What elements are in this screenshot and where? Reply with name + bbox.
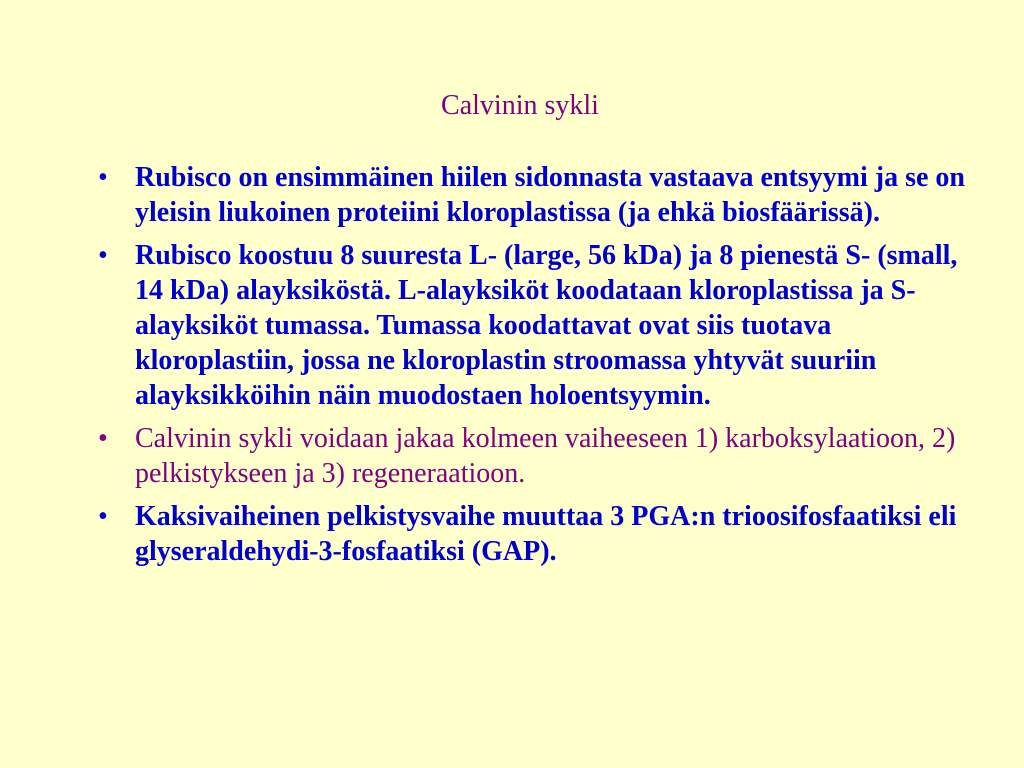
- bullet-dot-icon: •: [98, 501, 108, 532]
- bullet-item-2: [0, 238, 965, 413]
- slide-title: Calvinin sykli: [441, 90, 599, 121]
- bullet-item-4: [0, 499, 965, 569]
- bullet-item-3: [0, 421, 965, 491]
- bullet-text: Rubisco on ensimmäinen hiilen sidonnasta vastaava entsyymi ja se on yleisin liukoinen proteiini kloroplastissa (ja ehkä biosfäärissä).: [135, 162, 966, 228]
- bullet-dot-icon: •: [98, 240, 108, 271]
- bullet-list: [0, 160, 1024, 577]
- bullet-dot-icon: •: [98, 162, 108, 193]
- bullet-text: Kaksivaiheinen pelkistysvaihe muuttaa 3 PGA:n trioosifosfaatiksi eli glyseraldehydi-3-fosfaatiksi (GAP).: [135, 501, 957, 567]
- bullet-dot-icon: •: [98, 423, 108, 454]
- bullet-text: Rubisco koostuu 8 suuresta L- (large, 56 kDa) ja 8 pienestä S- (small, 14 kDa) alayksiköstä. L-alayksiköt koodataan kloroplastissa ja S-alayksiköt tumassa. Tumassa koodattavat ovat siis tuotava kloroplastiin, jossa ne kloroplastin stroomassa yhtyvät suuriin alayksikköihin näin muodostaen holoentsyymin.: [135, 240, 958, 411]
- bullet-text: Calvinin sykli voidaan jakaa kolmeen vaiheeseen 1) karboksylaatioon, 2) pelkistykseen ja 3) regeneraatioon.: [135, 423, 956, 489]
- bullet-item-1: [0, 160, 965, 230]
